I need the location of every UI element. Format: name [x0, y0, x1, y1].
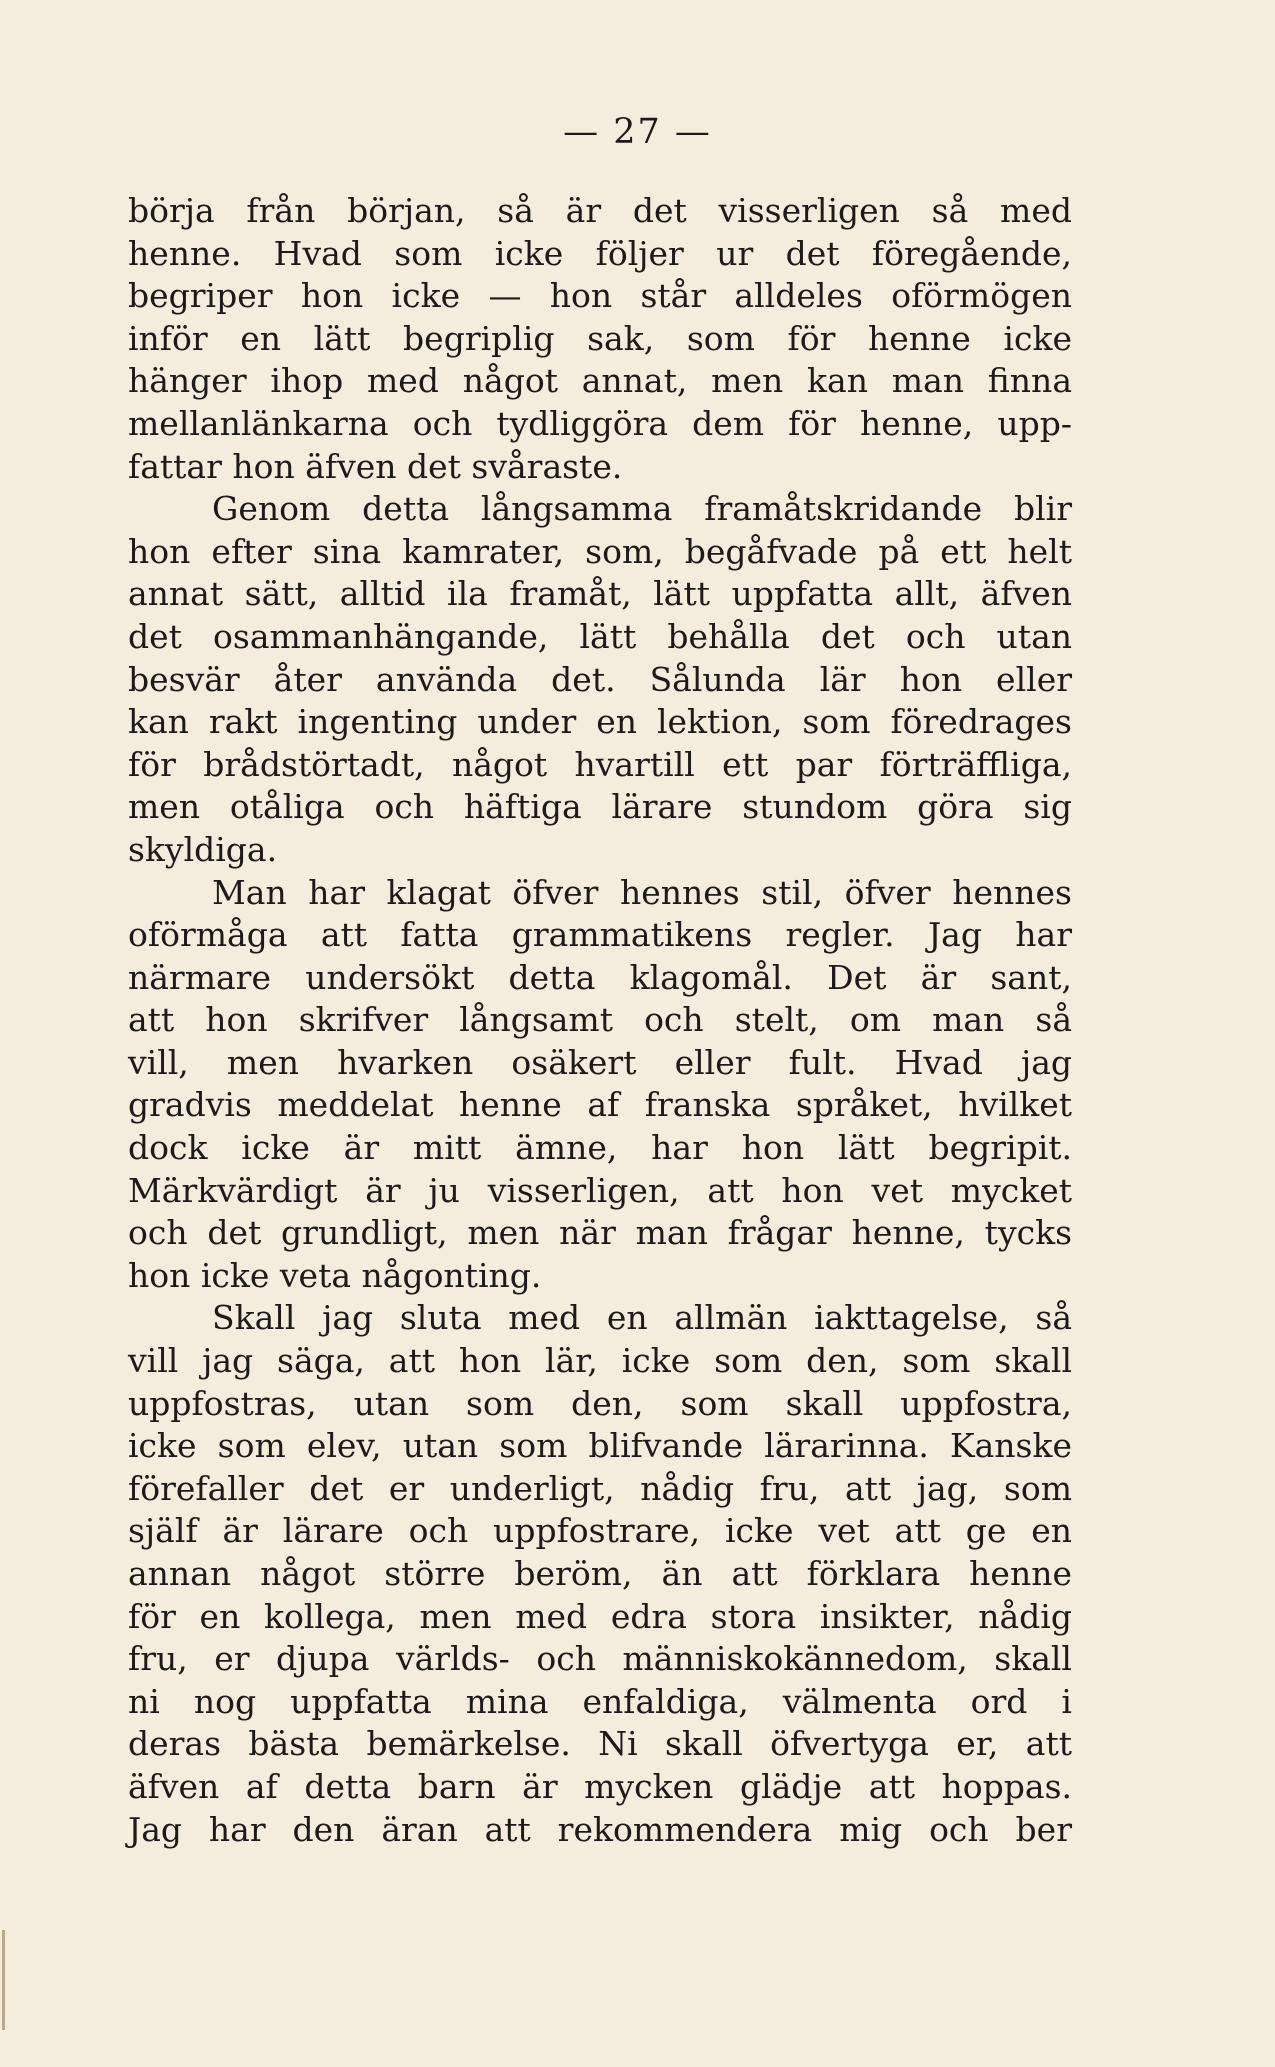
page-edge-mark — [2, 1930, 5, 2030]
text-line: Märkvärdigt är ju visserligen, att hon vet mycket — [128, 1170, 1072, 1210]
text-line: Skall jag sluta med en allmän iakttagelse, så — [212, 1298, 1072, 1338]
text-line: kan rakt ingenting under en lektion, som föredrages — [128, 702, 1072, 742]
text-line: och det grundligt, men när man frågar henne, tycks — [128, 1213, 1072, 1253]
text-line: annat sätt, alltid ila framåt, lätt uppfatta allt, äfven — [128, 574, 1072, 614]
text-line: mellanlänkarna och tydliggöra dem för henne, upp- — [128, 403, 1072, 443]
text-line: inför en lätt begriplig sak, som för henne icke — [128, 318, 1072, 358]
text-line: äfven af detta barn är mycken glädje att hoppas. — [128, 1766, 1072, 1806]
text-line: att hon skrifver långsamt och stelt, om man så — [128, 1000, 1072, 1040]
text-line: för brådstörtadt, något hvartill ett par förträffliga, — [128, 744, 1072, 784]
text-line: fru, er djupa världs- och människokännedom, skall — [128, 1639, 1072, 1679]
page-number: — 27 — — [563, 112, 712, 152]
text-line: själf är lärare och uppfostrare, icke vet att ge en — [128, 1511, 1072, 1551]
text-line: närmare undersökt detta klagomål. Det är sant, — [128, 957, 1072, 997]
text-line: icke som elev, utan som blifvande lärarinna. Kanske — [128, 1426, 1072, 1466]
text-line: ni nog uppfatta mina enfaldiga, välmenta ord i — [128, 1681, 1072, 1721]
text-line: begriper hon icke — hon står alldeles oförmögen — [128, 276, 1072, 316]
text-line: deras bästa bemärkelse. Ni skall öfvertyga er, att — [128, 1724, 1072, 1764]
text-line: annan något större beröm, än att förklara henne — [128, 1554, 1072, 1593]
text-line: vill jag säga, att hon lär, icke som den, som skall — [128, 1341, 1072, 1381]
text-line: oförmåga att fatta grammatikens regler. Jag har — [128, 915, 1072, 955]
text-line: hon efter sina kamrater, som, begåfvade på ett helt — [128, 531, 1072, 571]
text-line: henne. Hvad som icke följer ur det föregående, — [128, 233, 1072, 273]
text-line: hänger ihop med något annat, men kan man finna — [128, 361, 1072, 401]
text-line: fattar hon äfven det svåraste. — [128, 446, 623, 486]
text-line: men otåliga och häftiga lärare stundom göra sig — [128, 787, 1072, 827]
text-line: det osammanhängande, lätt behålla det och utan — [128, 616, 1072, 656]
text-line: Jag har den äran att rekommendera mig och ber — [128, 1809, 1072, 1849]
text-line: besvär åter använda det. Sålunda lär hon eller — [128, 659, 1072, 699]
text-line: börja från början, så är det visserligen så med — [128, 191, 1072, 230]
text-line: dock icke är mitt ämne, har hon lätt begripit. — [128, 1128, 1072, 1168]
text-line: Man har klagat öfver hennes stil, öfver hennes — [212, 872, 1072, 912]
text-line: skyldiga. — [128, 829, 278, 869]
text-line: hon icke veta någonting. — [128, 1255, 542, 1295]
text-line: förefaller det er underligt, nådig fru, att jag, som — [128, 1468, 1072, 1508]
text-line: för en kollega, men med edra stora insikter, nådig — [128, 1596, 1072, 1636]
text-line: uppfostras, utan som den, som skall uppfostra, — [128, 1383, 1072, 1423]
text-line: vill, men hvarken osäkert eller fult. Hvad jag — [128, 1042, 1072, 1082]
text-line: Genom detta långsamma framåtskridande blir — [212, 489, 1072, 529]
body-text — [128, 190, 1072, 1851]
text-line: gradvis meddelat henne af franska språket, hvilket — [128, 1085, 1072, 1125]
